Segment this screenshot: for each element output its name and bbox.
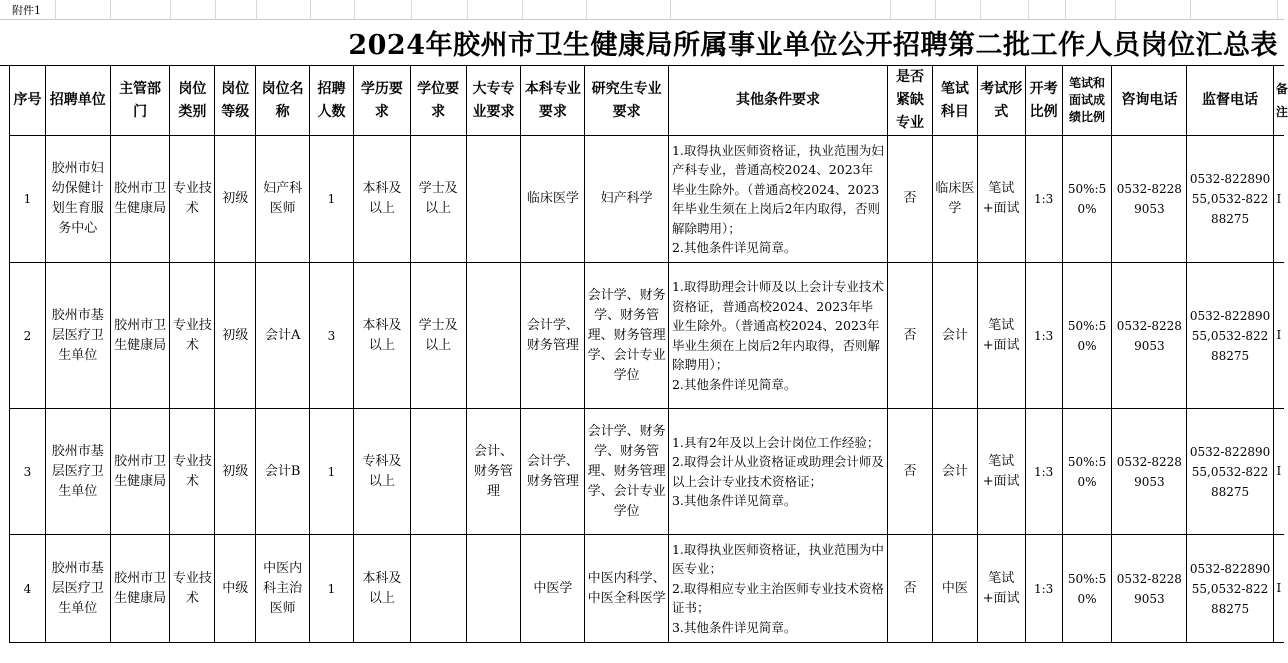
header-college-major: 大专专业要求	[466, 66, 521, 136]
cell-grad-major: 会计学、财务学、财务管理、财务管理学、会计专业学位	[585, 263, 669, 409]
header-category: 岗位类别	[170, 66, 215, 136]
cell-position: 会计A	[256, 263, 310, 409]
cell-education: 专科及以上	[353, 409, 410, 535]
cell-extra: I	[1273, 136, 1284, 263]
cell-position: 中医内科主治医师	[256, 535, 310, 643]
cell-position: 妇产科医师	[256, 136, 310, 263]
cell-category: 专业技术	[170, 263, 215, 409]
cell-shortage: 否	[888, 409, 933, 535]
header-exam-form: 考试形式	[977, 66, 1025, 136]
header-consult: 咨询电话	[1112, 66, 1187, 136]
cell-college-major	[466, 535, 521, 643]
cell-count: 3	[310, 263, 354, 409]
cell-degree	[410, 409, 466, 535]
cell-other: 1.具有2年及以上会计岗位工作经验； 2.取得会计从业资格证或助理会计师及以上会计专业技术资格证； 3.其他条件详见简章。	[668, 409, 887, 535]
header-position: 岗位名称	[256, 66, 310, 136]
cell-count: 1	[310, 409, 354, 535]
cell-degree	[410, 535, 466, 643]
cell-score-ratio: 50%:50%	[1062, 409, 1112, 535]
cell-level: 初级	[215, 409, 256, 535]
cell-count: 1	[310, 535, 354, 643]
cell-degree: 学士及以上	[410, 263, 466, 409]
cell-seq: 1	[10, 136, 46, 263]
cell-degree: 学士及以上	[410, 136, 466, 263]
cell-bachelor-major: 会计学、财务管理	[521, 409, 585, 535]
cell-grad-major: 中医内科学、中医全科医学	[585, 535, 669, 643]
cell-exam-subject: 会计	[932, 409, 977, 535]
header-score-ratio: 笔试和面试成绩比例	[1062, 66, 1112, 136]
table-header-row	[10, 66, 1285, 136]
header-level: 岗位等级	[215, 66, 256, 136]
attachment-label: 附件1	[12, 4, 41, 17]
header-degree: 学位要求	[410, 66, 466, 136]
table-row	[10, 535, 1285, 643]
cell-education: 本科及以上	[353, 535, 410, 643]
cell-exam-form: 笔试+面试	[977, 263, 1025, 409]
cell-seq: 4	[10, 535, 46, 643]
header-education: 学历要求	[353, 66, 410, 136]
cell-exam-form: 笔试+面试	[977, 409, 1025, 535]
cell-unit: 胶州市基层医疗卫生单位	[45, 409, 110, 535]
header-ratio: 开考比例	[1025, 66, 1062, 136]
cell-consult: 0532-82289053	[1112, 535, 1187, 643]
cell-level: 中级	[215, 535, 256, 643]
cell-other: 1.取得执业医师资格证，执业范围为妇产科专业，普通高校2024、2023年毕业生除外。（普通高校2024、2023年毕业生须在上岗后2年内取得，否则解除聘用）； 2.其他条件详见简章。	[668, 136, 887, 263]
cell-category: 专业技术	[170, 409, 215, 535]
cell-consult: 0532-82289053	[1112, 263, 1187, 409]
cell-bachelor-major: 临床医学	[521, 136, 585, 263]
cell-ratio: 1:3	[1025, 136, 1062, 263]
cell-bachelor-major: 中医学	[521, 535, 585, 643]
cell-supervise: 0532-82289055,0532-82288275	[1187, 136, 1274, 263]
cell-college-major: 会计、财务管理	[466, 409, 521, 535]
header-grad-major: 研究生专业要求	[585, 66, 669, 136]
sheet-top-row	[0, 0, 1284, 20]
header-other: 其他条件要求	[668, 66, 887, 136]
header-bachelor-major: 本科专业要求	[521, 66, 585, 136]
table-row	[10, 409, 1285, 535]
cell-college-major	[466, 136, 521, 263]
header-unit: 招聘单位	[45, 66, 110, 136]
cell-unit: 胶州市妇幼保健计划生育服务中心	[45, 136, 110, 263]
cell-category: 专业技术	[170, 535, 215, 643]
cell-exam-subject: 会计	[932, 263, 977, 409]
cell-extra: I	[1273, 535, 1284, 643]
cell-ratio: 1:3	[1025, 535, 1062, 643]
cell-college-major	[466, 263, 521, 409]
cell-other: 1.取得执业医师资格证，执业范围为中医专业； 2.取得相应专业主治医师专业技术资格证书； 3.其他条件详见简章。	[668, 535, 887, 643]
cell-unit: 胶州市基层医疗卫生单位	[45, 263, 110, 409]
header-exam-subject: 笔试科目	[932, 66, 977, 136]
cell-seq: 2	[10, 263, 46, 409]
header-dept: 主管部门	[110, 66, 170, 136]
cell-exam-form: 笔试+面试	[977, 535, 1025, 643]
cell-level: 初级	[215, 263, 256, 409]
cell-position: 会计B	[256, 409, 310, 535]
cell-education: 本科及以上	[353, 263, 410, 409]
cell-count: 1	[310, 136, 354, 263]
cell-shortage: 否	[888, 263, 933, 409]
cell-dept: 胶州市卫生健康局	[110, 409, 170, 535]
header-supervise: 监督电话	[1187, 66, 1274, 136]
cell-dept: 胶州市卫生健康局	[110, 263, 170, 409]
cell-dept: 胶州市卫生健康局	[110, 136, 170, 263]
header-shortage: 是否紧缺专业	[888, 66, 933, 136]
cell-exam-subject: 临床医学	[932, 136, 977, 263]
cell-category: 专业技术	[170, 136, 215, 263]
cell-education: 本科及以上	[353, 136, 410, 263]
cell-supervise: 0532-82289055,0532-82288275	[1187, 409, 1274, 535]
cell-consult: 0532-82289053	[1112, 136, 1187, 263]
cell-ratio: 1:3	[1025, 409, 1062, 535]
cell-ratio: 1:3	[1025, 263, 1062, 409]
table-row	[10, 263, 1285, 409]
header-seq: 序号	[10, 66, 46, 136]
cell-supervise: 0532-82289055,0532-82288275	[1187, 263, 1274, 409]
cell-level: 初级	[215, 136, 256, 263]
cell-bachelor-major: 会计学、财务管理	[521, 263, 585, 409]
cell-dept: 胶州市卫生健康局	[110, 535, 170, 643]
cell-exam-form: 笔试+面试	[977, 136, 1025, 263]
cell-seq: 3	[10, 409, 46, 535]
cell-shortage: 否	[888, 535, 933, 643]
cell-grad-major: 妇产科学	[585, 136, 669, 263]
cell-extra: I	[1273, 409, 1284, 535]
header-extra: 备注	[1273, 66, 1284, 136]
title-row	[0, 19, 1284, 66]
cell-score-ratio: 50%:50%	[1062, 263, 1112, 409]
cell-score-ratio: 50%:50%	[1062, 535, 1112, 643]
positions-table	[9, 65, 1288, 643]
cell-shortage: 否	[888, 136, 933, 263]
cell-extra: I	[1273, 263, 1284, 409]
cell-exam-subject: 中医	[932, 535, 977, 643]
table-row	[10, 136, 1285, 263]
header-count: 招聘人数	[310, 66, 354, 136]
cell-other: 1.取得助理会计师及以上会计专业技术资格证，普通高校2024、2023年毕业生除外。（普通高校2024、2023年毕业生须在上岗后2年内取得，否则解除聘用）； 2.其他条件详见简章。	[668, 263, 887, 409]
cell-supervise: 0532-82289055,0532-82288275	[1187, 535, 1274, 643]
cell-consult: 0532-82289053	[1112, 409, 1187, 535]
cell-grad-major: 会计学、财务学、财务管理、财务管理学、会计专业学位	[585, 409, 669, 535]
cell-unit: 胶州市基层医疗卫生单位	[45, 535, 110, 643]
cell-score-ratio: 50%:50%	[1062, 136, 1112, 263]
page-title: 2024年胶州市卫生健康局所属事业单位公开招聘第二批工作人员岗位汇总表	[348, 30, 1278, 61]
